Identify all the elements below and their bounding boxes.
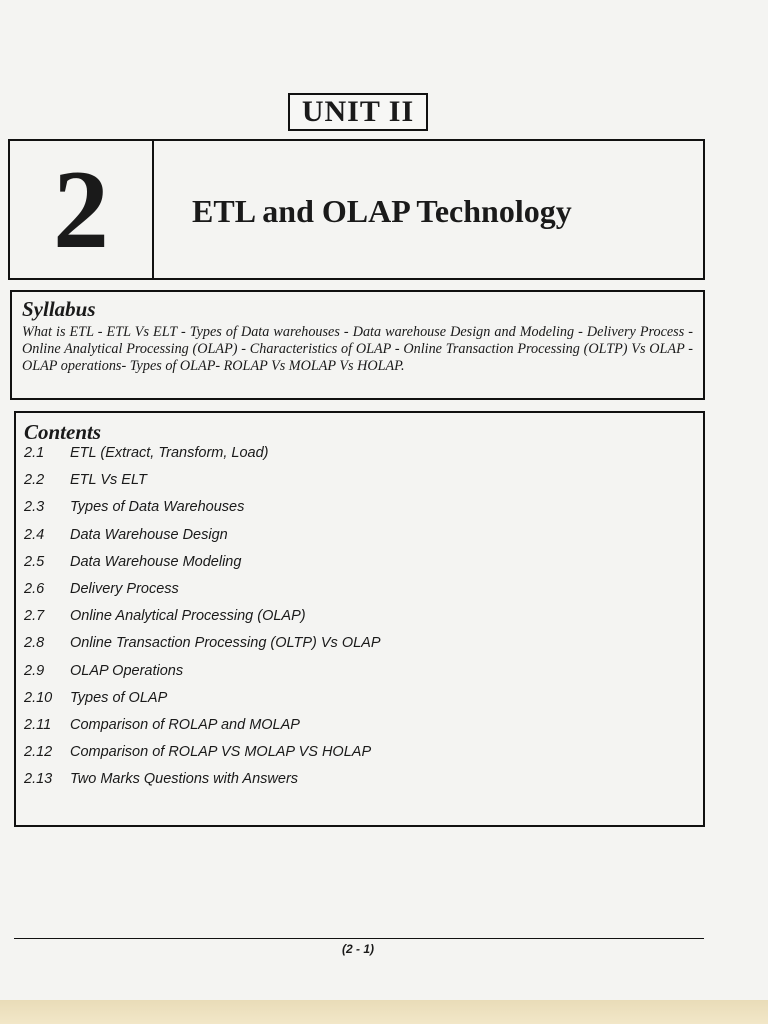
syllabus-text: What is ETL - ETL Vs ELT - Types of Data warehouses - Data warehouse Design and Modeling - Delivery Process - Online Analytical Processing (OLAP) - Characteristics of OLAP - Online Transaction Processing (OLTP) Vs OLAP - OLAP operations- Types of OLAP- ROLAP Vs MOLAP Vs HOLAP. <box>22 324 693 375</box>
item-number: 2.13 <box>24 771 53 788</box>
item-title: Data Warehouse Design <box>70 526 228 543</box>
contents-item <box>24 445 695 472</box>
contents-item <box>24 527 695 554</box>
item-title: Comparison of ROLAP VS MOLAP VS HOLAP <box>70 744 372 761</box>
item-title: Types of Data Warehouses <box>70 499 245 516</box>
item-title: Online Transaction Processing (OLTP) Vs OLAP <box>70 635 381 652</box>
contents-item <box>24 554 695 581</box>
item-number: 2.2 <box>24 472 45 489</box>
item-title: Two Marks Questions with Answers <box>70 771 299 788</box>
chapter-header <box>8 139 705 280</box>
contents-item <box>24 771 695 798</box>
item-number: 2.11 <box>24 716 52 733</box>
item-title: ETL Vs ELT <box>70 472 147 489</box>
chapter-number: 2 <box>10 141 154 278</box>
item-number: 2.7 <box>24 608 45 625</box>
syllabus-heading: Syllabus <box>22 297 96 321</box>
contents-item <box>24 663 695 690</box>
item-number: 2.3 <box>24 499 45 516</box>
contents-item <box>24 472 695 499</box>
contents-item <box>24 499 695 526</box>
contents-item <box>24 690 695 717</box>
item-title: ETL (Extract, Transform, Load) <box>70 445 269 462</box>
item-number: 2.10 <box>24 689 53 706</box>
syllabus-section <box>10 290 705 400</box>
item-title: OLAP Operations <box>70 662 184 679</box>
chapter-title: ETL and OLAP Technology <box>192 193 572 229</box>
item-title: Comparison of ROLAP and MOLAP <box>70 716 300 733</box>
contents-item <box>24 717 695 744</box>
item-number: 2.5 <box>24 553 45 570</box>
contents-item <box>24 581 695 608</box>
page-number: (2 - 1) <box>341 942 374 956</box>
contents-heading: Contents <box>24 420 102 444</box>
item-title: Types of OLAP <box>70 689 168 706</box>
item-number: 2.8 <box>24 635 45 652</box>
item-title: Data Warehouse Modeling <box>70 553 242 570</box>
contents-section <box>14 411 705 827</box>
page-edge <box>0 1000 768 1024</box>
contents-item <box>24 635 695 662</box>
unit-label: UNIT II <box>288 93 428 131</box>
contents-item <box>24 744 695 771</box>
item-title: Online Analytical Processing (OLAP) <box>70 608 306 625</box>
contents-item <box>24 608 695 635</box>
item-number: 2.1 <box>24 445 45 462</box>
contents-list <box>24 445 695 798</box>
item-number: 2.12 <box>24 744 53 761</box>
item-number: 2.6 <box>24 580 45 597</box>
item-number: 2.4 <box>24 526 45 543</box>
item-number: 2.9 <box>24 662 45 679</box>
footer-rule <box>14 938 704 939</box>
item-title: Delivery Process <box>70 580 179 597</box>
